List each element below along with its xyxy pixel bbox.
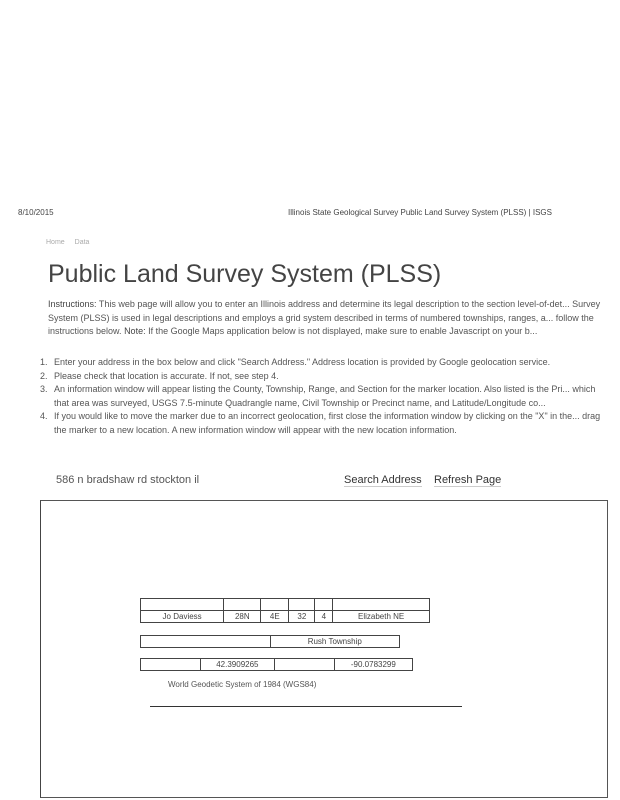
township-value: 28N	[224, 611, 261, 623]
civil-township-value: Rush Township	[270, 636, 400, 648]
step-item: 2. Please check that location is accurate. If not, see step 4.	[50, 370, 610, 384]
address-input[interactable]: 586 n bradshaw rd stockton il	[56, 474, 200, 486]
steps-list	[30, 356, 610, 437]
refresh-page-button[interactable]: Refresh Page	[434, 474, 502, 486]
breadcrumb-home[interactable]: Home	[46, 239, 65, 246]
note-label: Note:	[124, 326, 146, 336]
print-date: 8/10/2015	[18, 208, 54, 217]
longitude-value: -90.0783299	[334, 659, 412, 671]
instructions	[48, 298, 610, 339]
datum-note: World Geodetic System of 1984 (WGS84)	[168, 680, 317, 689]
print-page-title: Illinois State Geological Survey Public Land Survey System (PLSS) | ISGS	[288, 208, 552, 217]
page-title: Public Land Survey System (PLSS)	[48, 260, 442, 288]
plss-info-table	[140, 598, 430, 623]
instructions-label: Instructions:	[48, 299, 97, 309]
civil-township-table	[140, 635, 400, 648]
divider	[150, 706, 462, 707]
step-item: 1. Enter your address in the box below and click "Search Address." Address location is provided by Google geolocation service.	[50, 356, 610, 370]
map-panel[interactable]	[40, 500, 608, 798]
breadcrumb	[46, 239, 97, 246]
step-item: 4. If you would like to move the marker due to an incorrect geolocation, first close the information window by clicking on the "X" in the... drag the marker to a new location. A new information window will appear with the new location information.	[50, 410, 610, 437]
meridian-value: 4	[315, 611, 333, 623]
county-value: Jo Daviess	[141, 611, 224, 623]
step-item: 3. An information window will appear listing the County, Township, Range, and Section for the marker location. Also listed is the Pri... which that area was surveyed, USGS 7.5-minute Quadrangle name, Civil Township or Precinct name, and Latitude/Longitude co...	[50, 383, 610, 410]
note-text: If the Google Maps application below is not displayed, make sure to enable Javascript on your b...	[148, 326, 538, 336]
breadcrumb-data[interactable]: Data	[74, 239, 90, 246]
search-address-button[interactable]: Search Address	[344, 474, 422, 486]
coordinates-table	[140, 658, 413, 671]
section-value: 32	[289, 611, 315, 623]
latitude-value: 42.3909265	[200, 659, 274, 671]
instructions-text: This web page will allow you to enter an Illinois address and determine its legal description to the section level-of-det... Survey System (PLSS) is used in legal descriptions and employs a grid system described in terms of numbered townships, ranges, a... follow the instructions below.	[48, 299, 601, 336]
range-value: 4E	[261, 611, 289, 623]
quadrangle-value: Elizabeth NE	[333, 611, 430, 623]
